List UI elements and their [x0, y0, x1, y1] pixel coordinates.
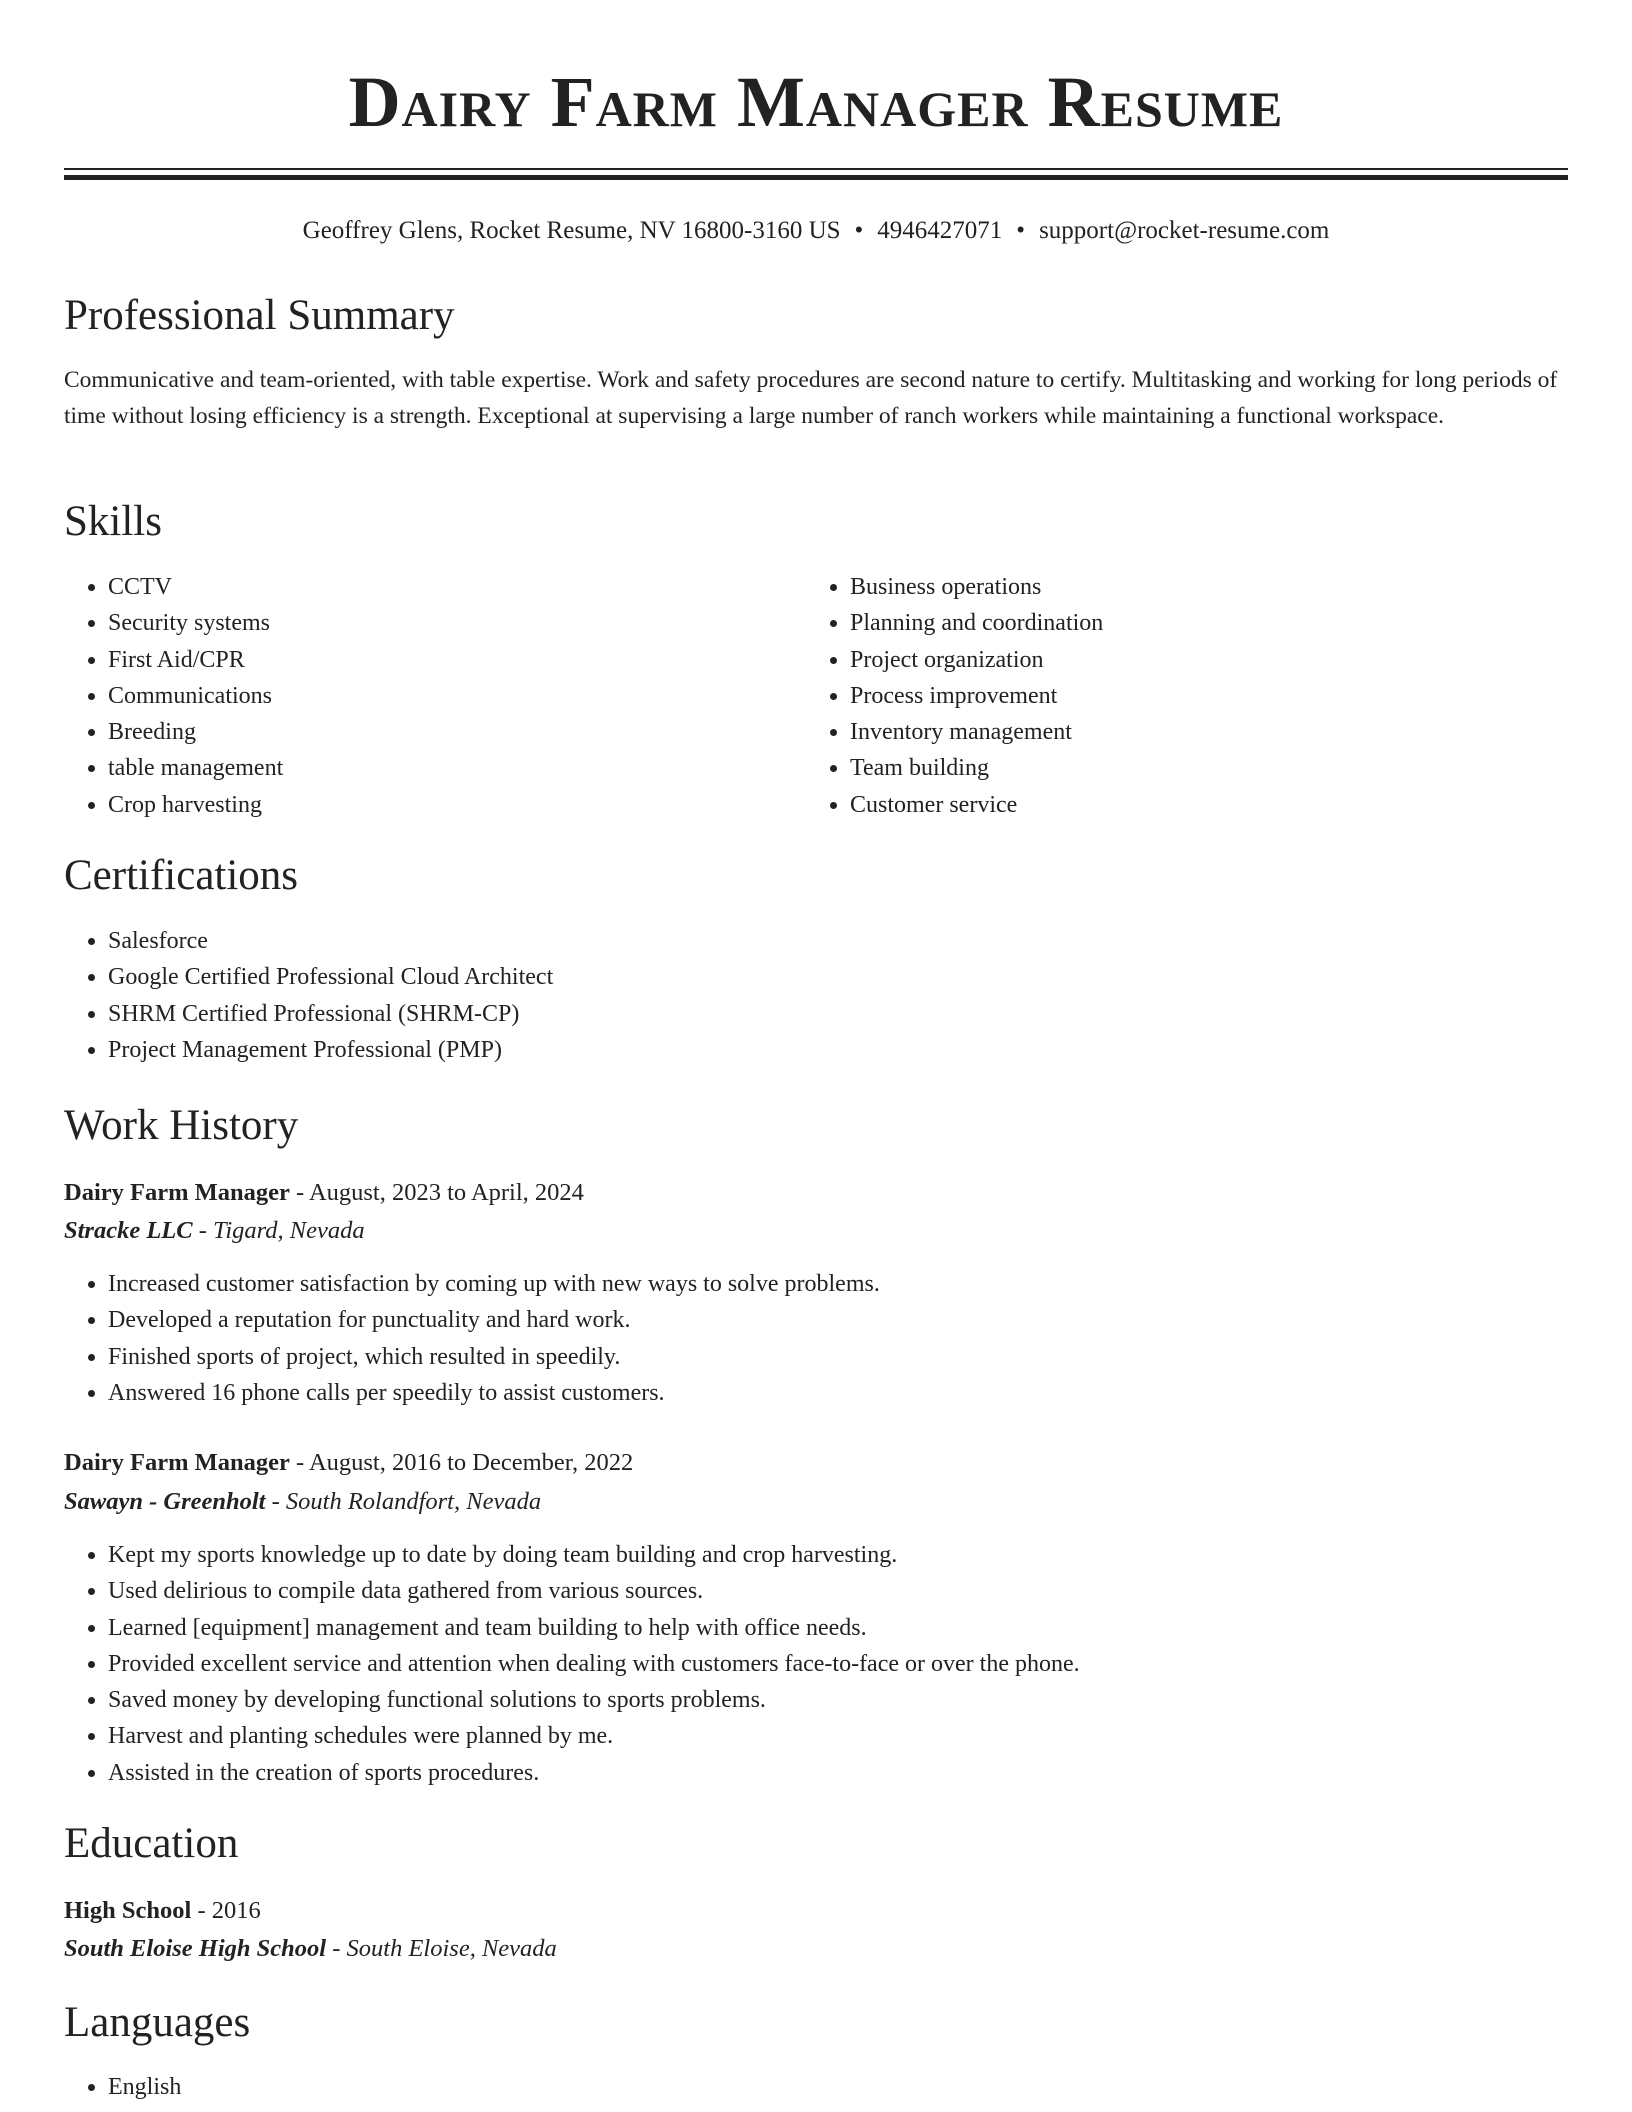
dash: -	[296, 1449, 305, 1476]
job-dates: August, 2016 to December, 2022	[308, 1449, 634, 1476]
dash: -	[271, 1488, 280, 1515]
job-dates: August, 2023 to April, 2024	[308, 1179, 584, 1206]
skill-item: • table management	[108, 750, 808, 786]
education-school-line	[64, 1930, 557, 1968]
education-year: 2016	[211, 1897, 261, 1924]
education-location: South Eloise, Nevada	[346, 1935, 557, 1962]
skills-list-left	[64, 569, 808, 823]
job-title-line	[64, 1174, 584, 1212]
dash: -	[332, 1935, 341, 1962]
resume-title: Dairy Farm Manager Resume	[348, 62, 1284, 142]
job-bullet: • Saved money by developing functional solutions to sports problems.	[108, 1682, 1608, 1718]
contact-line	[0, 214, 1632, 248]
contact-email: support@rocket-resume.com	[1039, 217, 1330, 244]
dash: -	[198, 1217, 207, 1244]
contact-separator: •	[1016, 217, 1026, 244]
skill-item: • Communications	[108, 678, 808, 714]
languages-list	[64, 2069, 708, 2105]
skill-item: • Crop harvesting	[108, 787, 808, 823]
certifications-heading: Certifications	[64, 852, 299, 899]
skill-item: • Inventory management	[850, 714, 1550, 750]
language-item: • English	[108, 2069, 708, 2105]
dash: -	[296, 1179, 305, 1206]
job-title-line	[64, 1444, 633, 1482]
work-history-heading: Work History	[64, 1102, 299, 1149]
job-company-line	[64, 1483, 541, 1521]
skill-item: • Project organization	[850, 642, 1550, 678]
job-company: Sawayn - Greenholt	[64, 1488, 266, 1515]
certifications-list	[64, 923, 1508, 1068]
languages-heading: Languages	[64, 1999, 251, 2046]
skill-item: • First Aid/CPR	[108, 642, 808, 678]
summary-heading: Professional Summary	[64, 292, 455, 339]
certification-item: • Google Certified Professional Cloud Architect	[108, 959, 1508, 995]
job-title: Dairy Farm Manager	[64, 1179, 290, 1206]
skill-item: • Team building	[850, 750, 1550, 786]
job-bullets	[64, 1266, 1608, 1411]
contact-phone: 4946427071	[877, 217, 1003, 244]
job-location: Tigard, Nevada	[213, 1217, 365, 1244]
skill-item: • Business operations	[850, 569, 1550, 605]
contact-address: Geoffrey Glens, Rocket Resume, NV 16800-3160 US	[302, 217, 841, 244]
dash: -	[197, 1897, 206, 1924]
summary-text: Communicative and team-oriented, with table expertise. Work and safety procedures are second nature to certify. Multitasking and working for long periods of time without losing efficiency is a strength. Exceptional at supervising a large number of ranch workers while maintaining a functional workspace.	[64, 367, 1558, 429]
title-rule-thin	[64, 168, 1568, 170]
job-bullets	[64, 1537, 1608, 1791]
job-bullet: • Finished sports of project, which resulted in speedily.	[108, 1339, 1608, 1375]
education-school: South Eloise High School	[64, 1935, 327, 1962]
certification-item: • Project Management Professional (PMP)	[108, 1032, 1508, 1068]
title-rule-thick	[64, 175, 1568, 180]
job-bullet: • Used delirious to compile data gathered from various sources.	[108, 1573, 1608, 1609]
job-bullet: • Assisted in the creation of sports procedures.	[108, 1755, 1608, 1791]
certification-item: • SHRM Certified Professional (SHRM-CP)	[108, 996, 1508, 1032]
job-bullet: • Developed a reputation for punctuality and hard work.	[108, 1302, 1608, 1338]
job-bullet: • Provided excellent service and attention when dealing with customers face-to-face or over the phone.	[108, 1646, 1608, 1682]
skill-item: • Process improvement	[850, 678, 1550, 714]
job-bullet: • Learned [equipment] management and team building to help with office needs.	[108, 1610, 1608, 1646]
job-bullet: • Kept my sports knowledge up to date by doing team building and crop harvesting.	[108, 1537, 1608, 1573]
education-degree: High School	[64, 1897, 192, 1924]
skill-item: • Customer service	[850, 787, 1550, 823]
skill-item: • CCTV	[108, 569, 808, 605]
contact-separator: •	[854, 217, 864, 244]
skill-item: • Security systems	[108, 605, 808, 641]
job-company-line	[64, 1212, 365, 1250]
certification-item: • Salesforce	[108, 923, 1508, 959]
job-bullet: • Harvest and planting schedules were planned by me.	[108, 1718, 1608, 1754]
job-location: South Rolandfort, Nevada	[285, 1488, 542, 1515]
skill-item: • Breeding	[108, 714, 808, 750]
job-title: Dairy Farm Manager	[64, 1449, 290, 1476]
skills-heading: Skills	[64, 498, 162, 545]
education-degree-line	[64, 1892, 261, 1930]
education-heading: Education	[64, 1820, 239, 1867]
job-company: Stracke LLC	[64, 1217, 193, 1244]
job-bullet: • Answered 16 phone calls per speedily to assist customers.	[108, 1375, 1608, 1411]
skills-list-right	[806, 569, 1550, 823]
skill-item: • Planning and coordination	[850, 605, 1550, 641]
job-bullet: • Increased customer satisfaction by coming up with new ways to solve problems.	[108, 1266, 1608, 1302]
